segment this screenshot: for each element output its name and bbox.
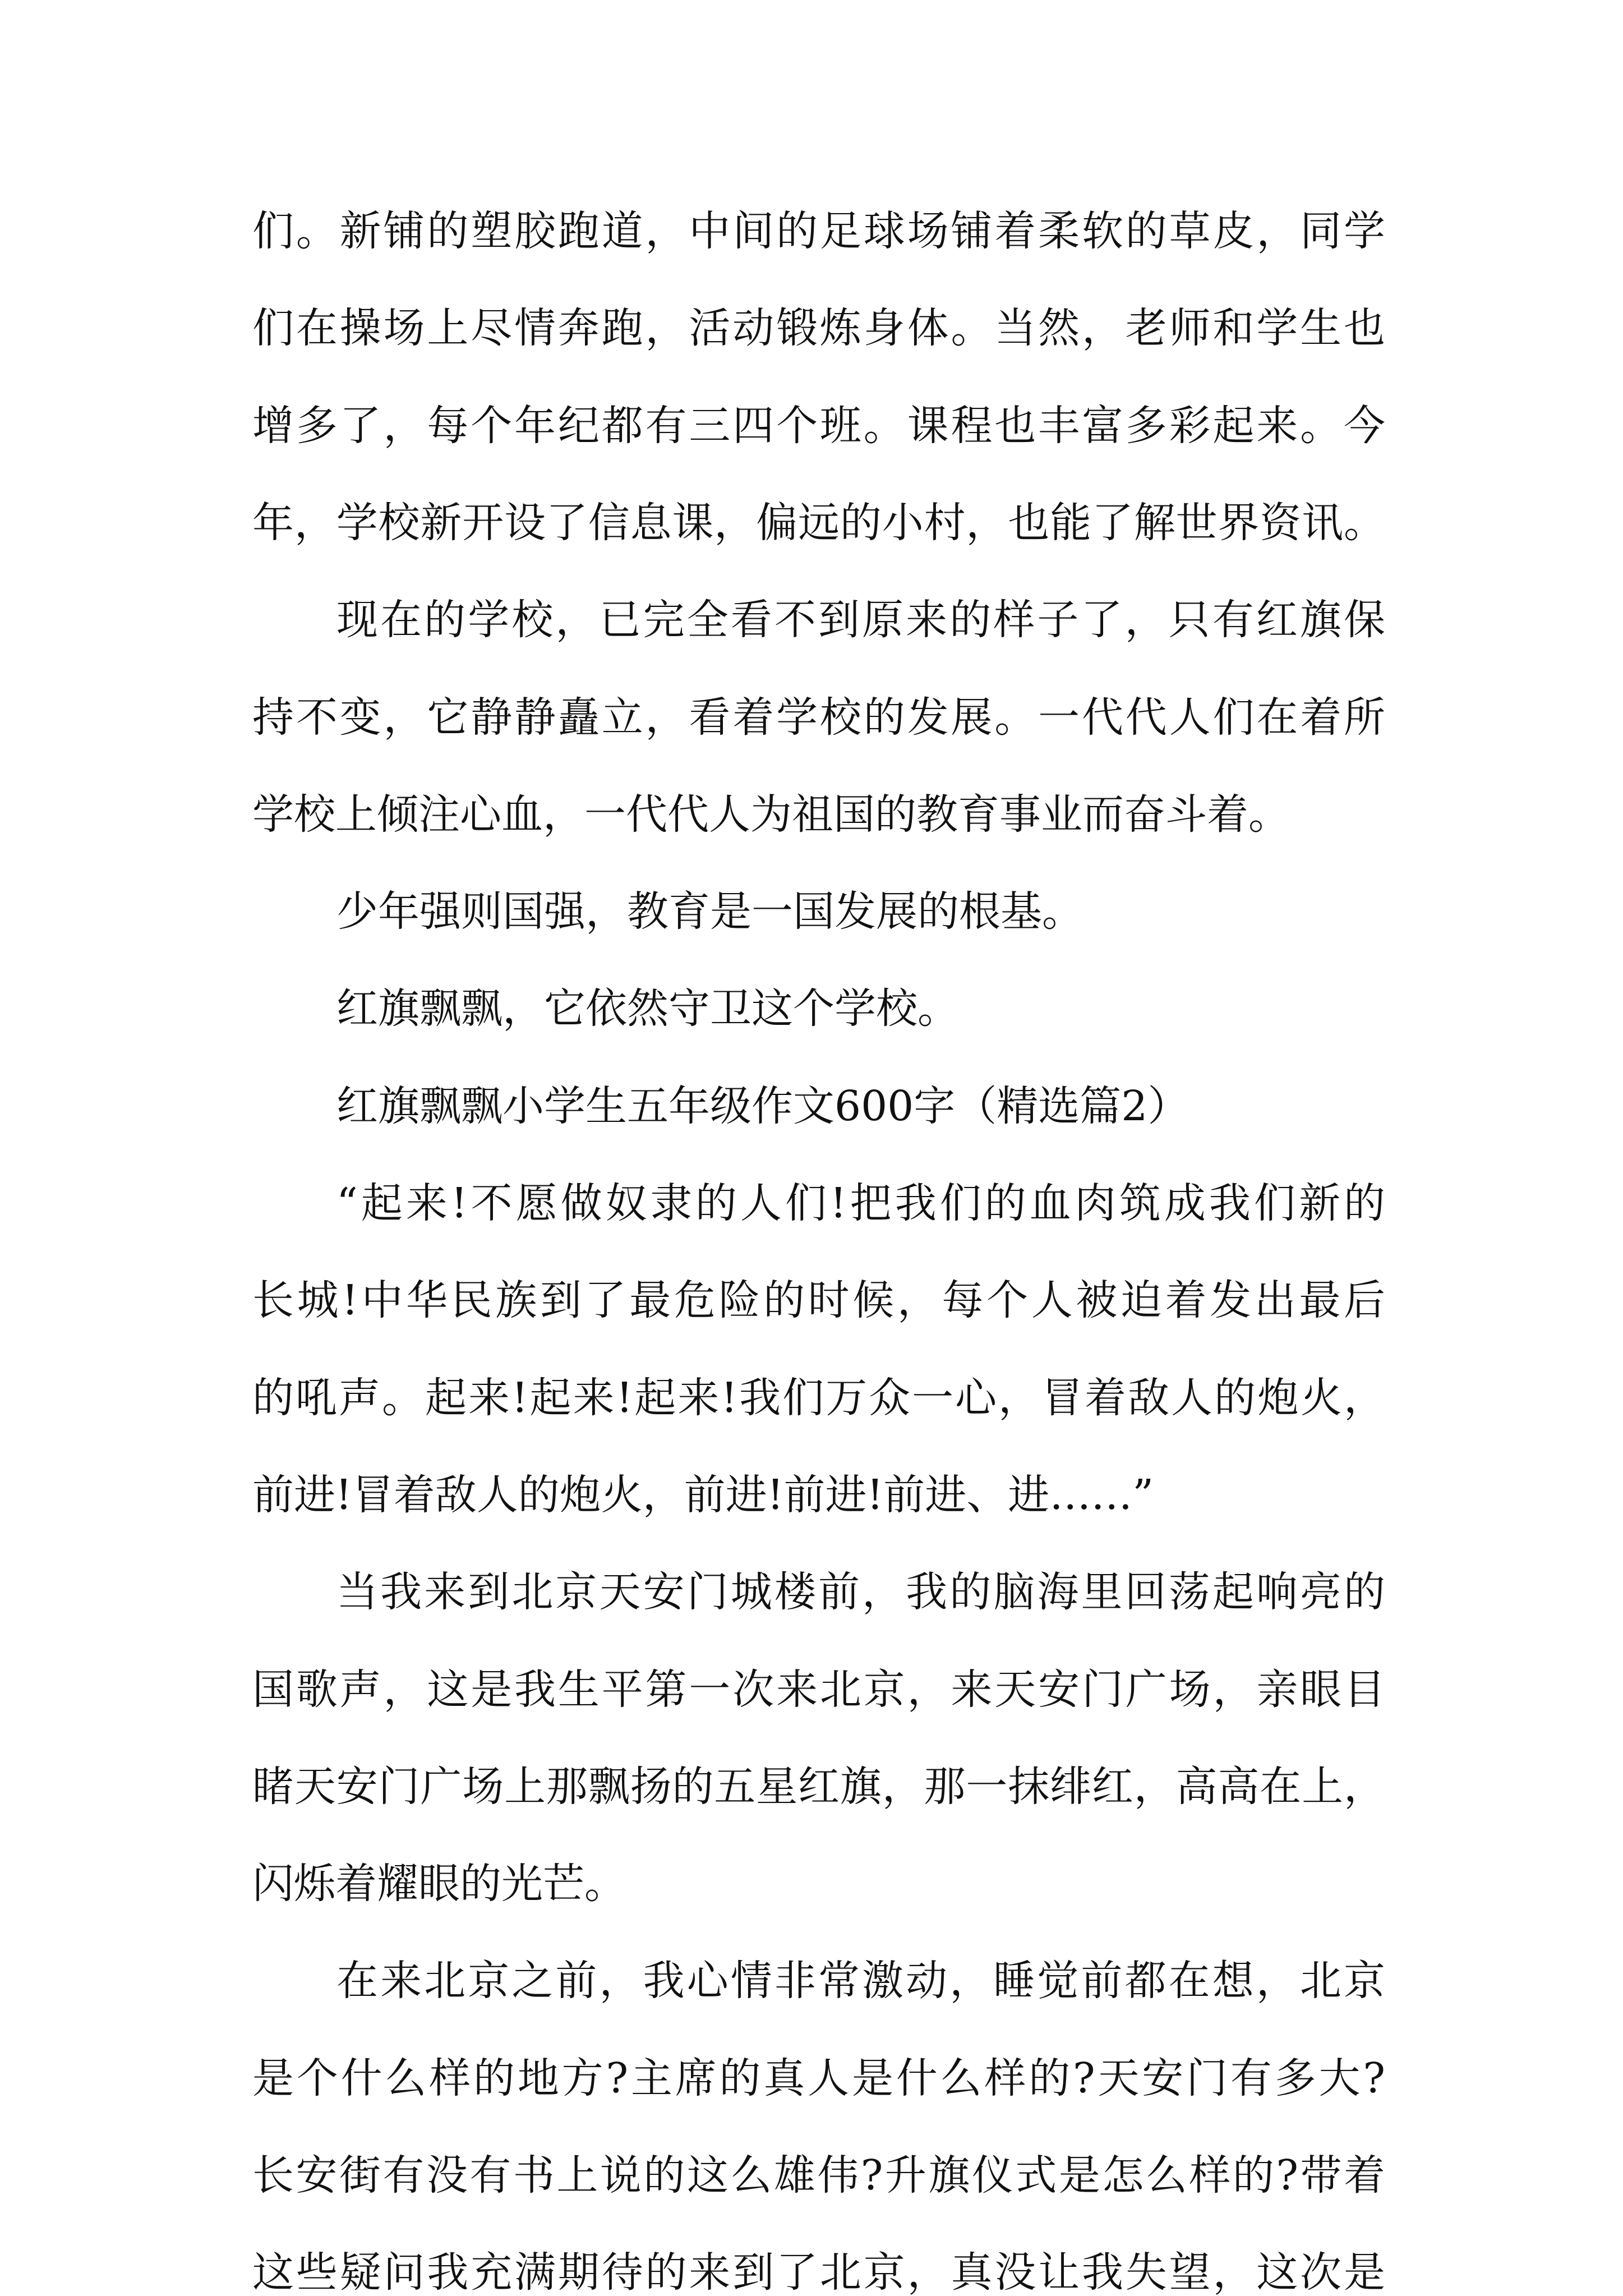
text-line: 是个什么样的地方?主席的真人是什么样的?天安门有多大? [252, 2054, 1385, 2102]
text-line: “起来!不愿做奴隶的人们!把我们的血肉筑成我们新的 [336, 1179, 1385, 1227]
text-line: 增多了，每个年纪都有三四个班。课程也丰富多彩起来。今 [252, 402, 1385, 450]
text-line: 持不变，它静静矗立，看着学校的发展。一代代人们在着所 [252, 693, 1385, 742]
text-line: 们。新铺的塑胶跑道，中间的足球场铺着柔软的草皮，同学 [252, 207, 1385, 255]
text-line: 们在操场上尽情奔跑，活动锻炼身体。当然，老师和学生也 [252, 304, 1385, 352]
text-line: 少年强则国强，教育是一国发展的根基。 [336, 887, 1083, 936]
text-line: 前进!冒着敌人的炮火，前进!前进!前进、进……” [252, 1471, 1154, 1519]
text-line: 红旗飘飘小学生五年级作文600字（精选篇2） [336, 1082, 1189, 1130]
text-line: 当我来到北京天安门城楼前，我的脑海里回荡起响亮的 [336, 1568, 1385, 1616]
text-line: 闪烁着耀眼的光芒。 [252, 1860, 626, 1908]
text-line: 睹天安门广场上那飘扬的五星红旗，那一抹绯红，高高在上， [252, 1763, 1385, 1811]
text-line: 国歌声，这是我生平第一次来北京，来天安门广场，亲眼目 [252, 1665, 1385, 1714]
text-line: 的吼声。起来!起来!起来!我们万众一心，冒着敌人的炮火， [252, 1374, 1385, 1422]
text-line: 年，学校新开设了信息课，偏远的小村，也能了解世界资讯。 [252, 499, 1385, 547]
text-line: 长安街有没有书上说的这么雄伟?升旗仪式是怎么样的?带着 [252, 2151, 1385, 2200]
text-line: 红旗飘飘，它依然守卫这个学校。 [336, 984, 959, 1033]
text-line: 学校上倾注心血，一代代人为祖国的教育事业而奋斗着。 [252, 790, 1290, 839]
text-line: 在来北京之前，我心情非常激动，睡觉前都在想，北京 [336, 1957, 1385, 2005]
text-line: 现在的学校，已完全看不到原来的样子了，只有红旗保 [336, 596, 1385, 644]
text-line: 这些疑问我充满期待的来到了北京，真没让我失望，这次是 [252, 2248, 1385, 2296]
text-line: 长城!中华民族到了最危险的时候，每个人被迫着发出最后 [252, 1276, 1385, 1324]
